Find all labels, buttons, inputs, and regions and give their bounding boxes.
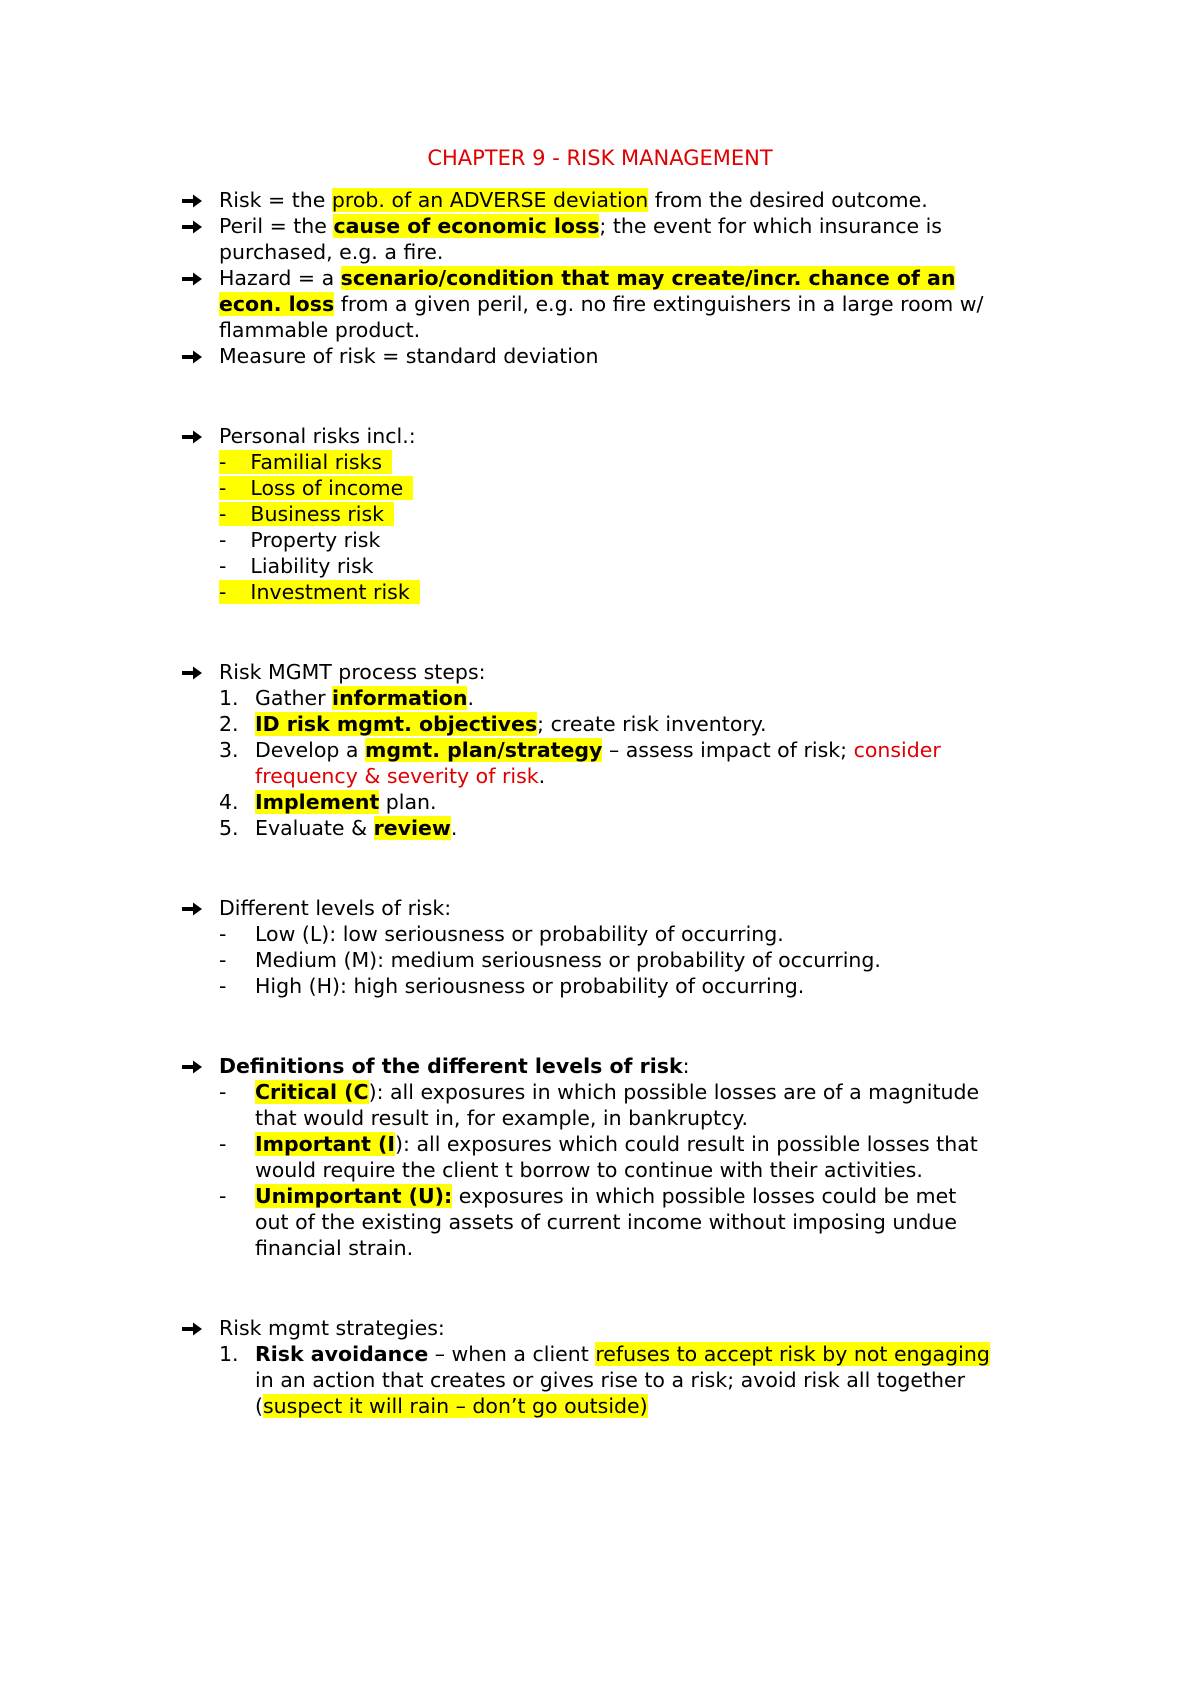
process-step: ID risk mgmt. objectives; create risk inventory. — [255, 712, 767, 736]
personal-risks-heading: Personal risks incl.: — [219, 424, 416, 448]
critical-definition-cont: that would result in, for example, in bankruptcy. — [255, 1106, 748, 1130]
step-number: 1. — [219, 686, 239, 710]
process-step: Gather information. — [255, 686, 475, 710]
step-number: 1. — [219, 1342, 239, 1366]
list-item: Low (L): low seriousness or probability of occurring. — [255, 922, 784, 946]
right-arrow-icon — [181, 424, 207, 448]
list-marker: - — [219, 948, 227, 972]
hazard-definition: Hazard = a scenario/condition that may create/incr. chance of an — [219, 266, 956, 290]
right-arrow-icon — [181, 660, 207, 684]
step-number: 2. — [219, 712, 239, 736]
right-arrow-icon — [181, 1054, 207, 1078]
chapter-title: CHAPTER 9 - RISK MANAGEMENT — [427, 146, 773, 170]
strategies-heading: Risk mgmt strategies: — [219, 1316, 445, 1340]
right-arrow-icon — [181, 188, 207, 212]
list-item: - Liability risk — [219, 554, 374, 578]
list-item: - Property risk — [219, 528, 381, 552]
process-step: Develop a mgmt. plan/strategy – assess impact of risk; consider — [255, 738, 941, 762]
important-definition-cont: would require the client t borrow to continue with their activities. — [255, 1158, 923, 1182]
right-arrow-icon — [181, 266, 207, 290]
important-definition: Important (I): all exposures which could result in possible losses that — [255, 1132, 978, 1156]
list-item: High (H): high seriousness or probability of occurring. — [255, 974, 805, 998]
peril-definition: Peril = the cause of economic loss; the event for which insurance is — [219, 214, 942, 238]
peril-definition-cont: purchased, e.g. a fire. — [219, 240, 444, 264]
step-number: 3. — [219, 738, 239, 762]
unimportant-definition: Unimportant (U): exposures in which possible losses could be met — [255, 1184, 957, 1208]
risk-avoidance-example: (suspect it will rain – don’t go outside) — [255, 1394, 648, 1418]
right-arrow-icon — [181, 896, 207, 920]
step-number: 4. — [219, 790, 239, 814]
risk-avoidance-cont: in an action that creates or gives rise to a risk; avoid risk all together — [255, 1368, 966, 1392]
process-step: Evaluate & review. — [255, 816, 458, 840]
right-arrow-icon — [181, 214, 207, 238]
hazard-definition-cont2: flammable product. — [219, 318, 421, 342]
right-arrow-icon — [181, 344, 207, 368]
list-item: - Loss of income — [219, 476, 413, 500]
hazard-definition-cont: econ. loss from a given peril, e.g. no fire extinguishers in a large room w/ — [219, 292, 984, 316]
process-step: Implement plan. — [255, 790, 437, 814]
list-item: - Familial risks — [219, 450, 392, 474]
unimportant-definition-cont: out of the existing assets of current income without imposing undue — [255, 1210, 957, 1234]
level-definitions-heading: Definitions of the different levels of risk: — [219, 1054, 690, 1078]
list-item: Medium (M): medium seriousness or probability of occurring. — [255, 948, 881, 972]
risk-avoidance: Risk avoidance – when a client refuses to accept risk by not engaging — [255, 1342, 990, 1366]
levels-heading: Different levels of risk: — [219, 896, 452, 920]
unimportant-definition-cont2: financial strain. — [255, 1236, 414, 1260]
list-item: - Investment risk — [219, 580, 420, 604]
process-heading: Risk MGMT process steps: — [219, 660, 486, 684]
right-arrow-icon — [181, 1316, 207, 1340]
measure-of-risk: Measure of risk = standard deviation — [219, 344, 599, 368]
critical-definition: Critical (C): all exposures in which possible losses are of a magnitude — [255, 1080, 980, 1104]
list-marker: - — [219, 1132, 227, 1156]
risk-definition: Risk = the prob. of an ADVERSE deviation from the desired outcome. — [219, 188, 928, 212]
process-step-cont: frequency & severity of risk. — [255, 764, 546, 788]
list-marker: - — [219, 922, 227, 946]
list-marker: - — [219, 974, 227, 998]
list-item: - Business risk — [219, 502, 394, 526]
list-marker: - — [219, 1184, 227, 1208]
list-marker: - — [219, 1080, 227, 1104]
step-number: 5. — [219, 816, 239, 840]
